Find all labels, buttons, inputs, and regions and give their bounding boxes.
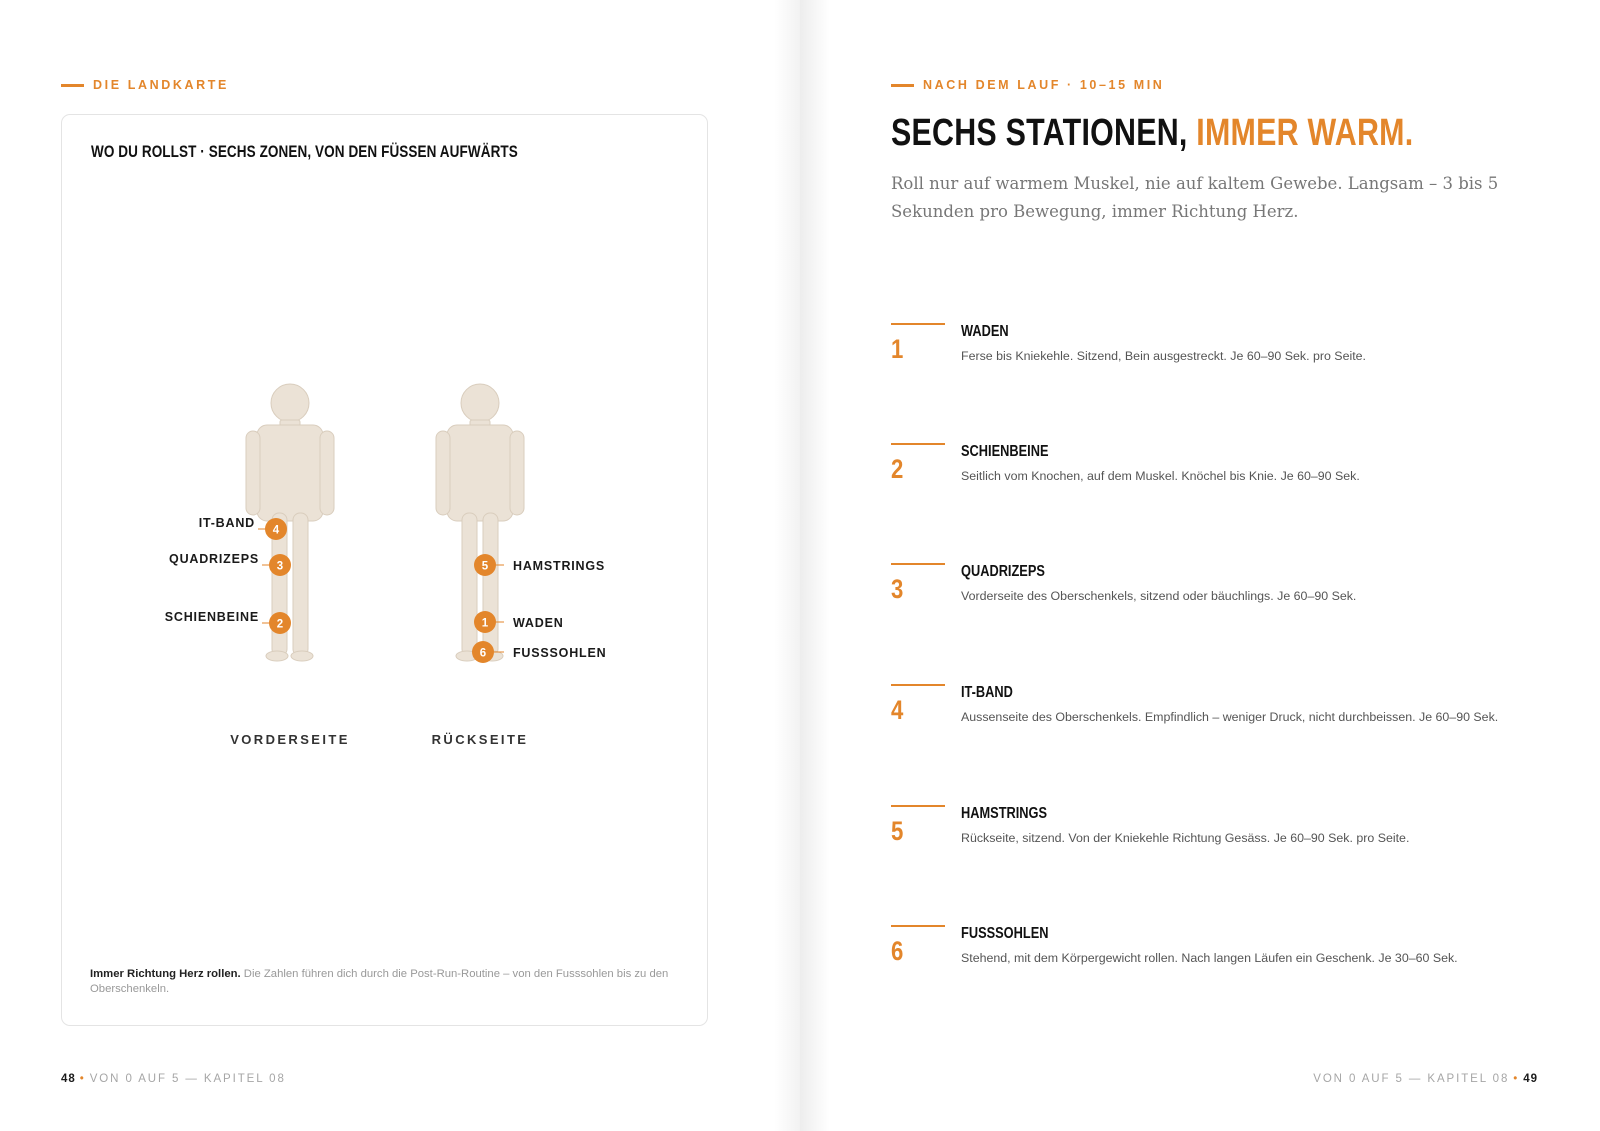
front-right-arm [320,431,334,515]
left-eyebrow [61,78,229,92]
back-right-leg [483,513,498,656]
station-number: 5 [891,816,904,846]
station-name: IT-BAND [961,684,1013,701]
station-description: Vorderseite des Oberschenkels, sitzend oder bäuchlings. Je 60–90 Sek. [961,589,1357,603]
marker-number: 4 [272,524,280,537]
station-number: 1 [891,334,904,364]
right-gutter-shadow [800,0,830,1131]
marker-number: 6 [479,647,487,660]
back-left-arm [436,431,450,515]
back-marker-waden [474,611,564,633]
right-footer [1313,1073,1538,1085]
station-rule [891,805,945,807]
footer-dot: • [79,1073,86,1085]
eyebrow-dash [61,84,84,87]
station-name: WADEN [961,323,1009,340]
marker-number: 1 [481,617,489,630]
station-name: QUADRIZEPS [961,563,1045,580]
body-map-figure [62,115,709,1027]
station-number: 6 [891,936,904,966]
right-footer-text: VON 0 AUF 5 — KAPITEL 08 [1313,1073,1510,1085]
headline-main: SECHS STATIONEN, [891,112,1197,154]
front-torso [257,425,323,521]
left-eyebrow-text: DIE LANDKARTE [93,78,229,92]
card-footnote [90,967,670,997]
back-torso [447,425,513,521]
card-footnote-text: Die Zahlen führen dich durch die Post-Run-Routine – von den Fusssohlen bis zu den Oberschenkeln. [90,968,669,995]
right-page [800,0,1600,1131]
marker-number: 5 [481,560,489,573]
station-description: Rückseite, sitzend. Von der Kniekehle Richtung Gesäss. Je 60–90 Sek. pro Seite. [961,831,1410,845]
station-name: HAMSTRINGS [961,805,1048,822]
marker-number: 2 [276,618,284,631]
station-name: FUSSSOHLEN [961,925,1049,942]
page-headline [891,112,1413,155]
back-head [461,384,499,422]
eyebrow-dash [891,84,914,87]
station-number: 3 [891,574,904,604]
front-marker-itband [199,516,287,540]
marker-label: HAMSTRINGS [513,559,606,573]
front-right-leg [293,513,308,656]
station-rule [891,925,945,927]
back-caption: RÜCKSEITE [431,732,529,747]
front-caption: VORDERSEITE [230,732,350,747]
lead-paragraph: Roll nur auf warmem Muskel, nie auf kaltem Gewebe. Langsam – 3 bis 5 Sekunden pro Bewegung, immer Richtung Herz. [891,174,1499,221]
left-page-number: 48 [61,1073,76,1085]
marker-label: SCHIENBEINE [164,610,259,624]
back-left-leg [462,513,477,656]
right-page-number: 49 [1523,1073,1538,1085]
marker-label: QUADRIZEPS [169,552,259,566]
station-description: Stehend, mit dem Körpergewicht rollen. Nach langen Läufen ein Geschenk. Je 30–60 Sek. [961,951,1458,965]
front-left-foot [266,651,288,661]
footer-dot: • [1513,1073,1520,1085]
marker-number: 3 [276,560,284,573]
front-right-foot [291,651,313,661]
right-eyebrow-text: NACH DEM LAUF · 10–15 MIN [923,78,1165,92]
front-head [271,384,309,422]
station-number: 4 [891,695,904,725]
left-gutter-shadow [774,0,800,1131]
front-left-arm [246,431,260,515]
body-map-card [61,114,708,1026]
marker-label: WADEN [513,616,564,630]
left-footer [61,1073,286,1085]
station-rule [891,684,945,686]
station-rule [891,443,945,445]
right-eyebrow [891,78,1164,92]
card-title: WO DU ROLLST · SECHS ZONEN, VON DEN FÜSSEN AUFWÄRTS [91,143,518,161]
station-description: Ferse bis Kniekehle. Sitzend, Bein ausgestreckt. Je 60–90 Sek. pro Seite. [961,349,1366,363]
marker-label: IT-BAND [198,516,255,530]
station-description: Aussenseite des Oberschenkels. Empfindlich – weniger Druck, nicht durchbeissen. Je 60–90 Sek. [961,710,1499,724]
station-description: Seitlich vom Knochen, auf dem Muskel. Knöchel bis Knie. Je 60–90 Sek. [961,469,1360,483]
card-footnote-bold: Immer Richtung Herz rollen. [90,968,241,980]
marker-label: FUSSSOHLEN [513,646,607,660]
back-right-arm [510,431,524,515]
station-rule [891,563,945,565]
station-name: SCHIENBEINE [961,443,1049,460]
station-number: 2 [891,454,904,484]
left-footer-text: VON 0 AUF 5 — KAPITEL 08 [89,1073,286,1085]
station-rule [891,323,945,325]
headline-accent: IMMER WARM. [1196,112,1414,154]
